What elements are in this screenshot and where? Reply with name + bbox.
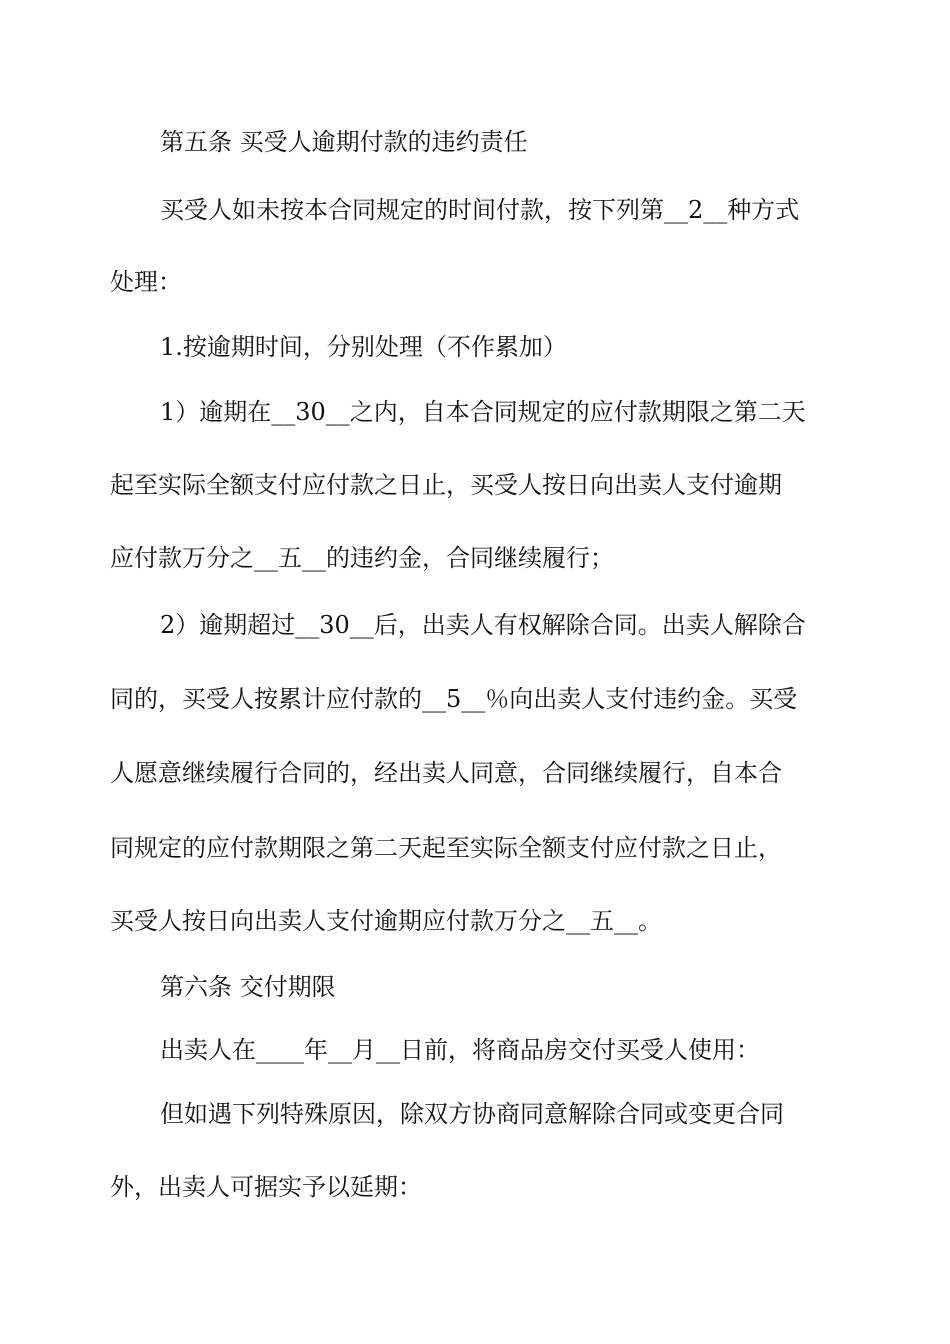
paragraph-line: 人愿意继续履行合同的，经出卖人同意，合同继续履行，自本合 xyxy=(110,759,782,787)
paragraph-line: 1.按逾期时间，分别处理（不作累加） xyxy=(160,333,567,361)
paragraph-line: 同规定的应付款期限之第二天起至实际全额支付应付款之日止， xyxy=(110,834,782,862)
paragraph-line: 同的，买受人按累计应付款的__5__％向出卖人支付违约金。买受 xyxy=(110,685,798,713)
paragraph-line: 但如遇下列特殊原因，除双方协商同意解除合同或变更合同 xyxy=(160,1100,784,1128)
paragraph-line: 买受人按日向出卖人支付逾期应付款万分之__五__。 xyxy=(110,907,662,935)
paragraph-line: 起至实际全额支付应付款之日止，买受人按日向出卖人支付逾期 xyxy=(110,471,782,499)
article-5-heading: 第五条 买受人逾期付款的违约责任 xyxy=(160,128,528,156)
article-6-heading: 第六条 交付期限 xyxy=(160,973,336,1001)
paragraph-line: 应付款万分之__五__的违约金，合同继续履行； xyxy=(110,544,614,572)
paragraph-line: 买受人如未按本合同规定的时间付款，按下列第__2__种方式 xyxy=(160,196,800,224)
paragraph-line: 处理： xyxy=(110,268,182,296)
paragraph-line: 2）逾期超过__30__后，出卖人有权解除合同。出卖人解除合 xyxy=(160,611,806,639)
paragraph-line: 1）逾期在__30__之内，自本合同规定的应付款期限之第二天 xyxy=(160,398,806,426)
paragraph-line: 外，出卖人可据实予以延期： xyxy=(110,1173,422,1201)
paragraph-line: 出卖人在____年__月__日前，将商品房交付买受人使用： xyxy=(160,1036,760,1064)
